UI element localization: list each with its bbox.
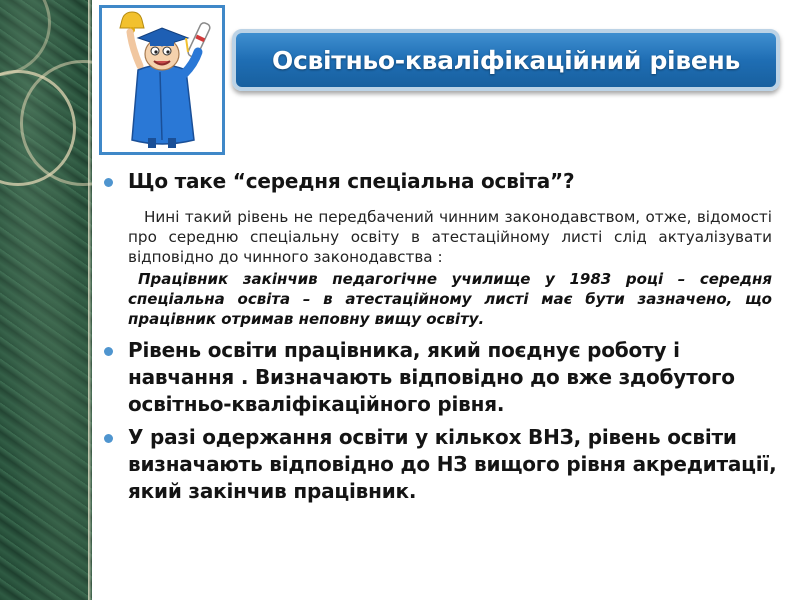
bullet-dot-icon <box>104 434 113 443</box>
example-paragraph: Працівник закінчив педагогічне училище у 1983 році – середня спеціальна освіта – в атестаційному листі має бути зазначено, що працівник отримав неповну вищу освіту. <box>128 270 772 328</box>
bullet-item <box>100 424 780 505</box>
bullet-item <box>100 337 780 418</box>
bullet-dot-icon <box>104 178 113 187</box>
strip-edge <box>88 0 92 600</box>
slide-title: Освітньо-кваліфікаційний рівень <box>272 45 740 75</box>
graduate-picture-frame <box>99 5 225 155</box>
bullet-question: Що таке “середня спеціальна освіта”? <box>128 169 575 193</box>
bullet-item <box>100 168 780 195</box>
body-paragraph: Нині такий рівень не передбачений чинним законодавством, отже, відомості про середню спеціальну освіту в атестаційному листі слід актуалізувати відповідно до чинного законодавства : <box>128 208 772 266</box>
bullet-dot-icon <box>104 347 113 356</box>
title-bar <box>232 29 780 91</box>
graduate-clipart-icon <box>102 8 222 152</box>
decorative-ring <box>0 0 51 76</box>
bullet-text: У разі одержання освіти у кількох ВНЗ, рівень освіти визначають відповідно до НЗ вищого рівня акредитації, який закінчив працівник. <box>128 425 777 503</box>
decorative-left-strip <box>0 0 92 600</box>
slide-content <box>100 160 780 505</box>
bullet-text: Рівень освіти працівника, який поєднує роботу і навчання . Визначають відповідно до вже здобутого освітньо-кваліфікаційного рівня. <box>128 338 735 416</box>
